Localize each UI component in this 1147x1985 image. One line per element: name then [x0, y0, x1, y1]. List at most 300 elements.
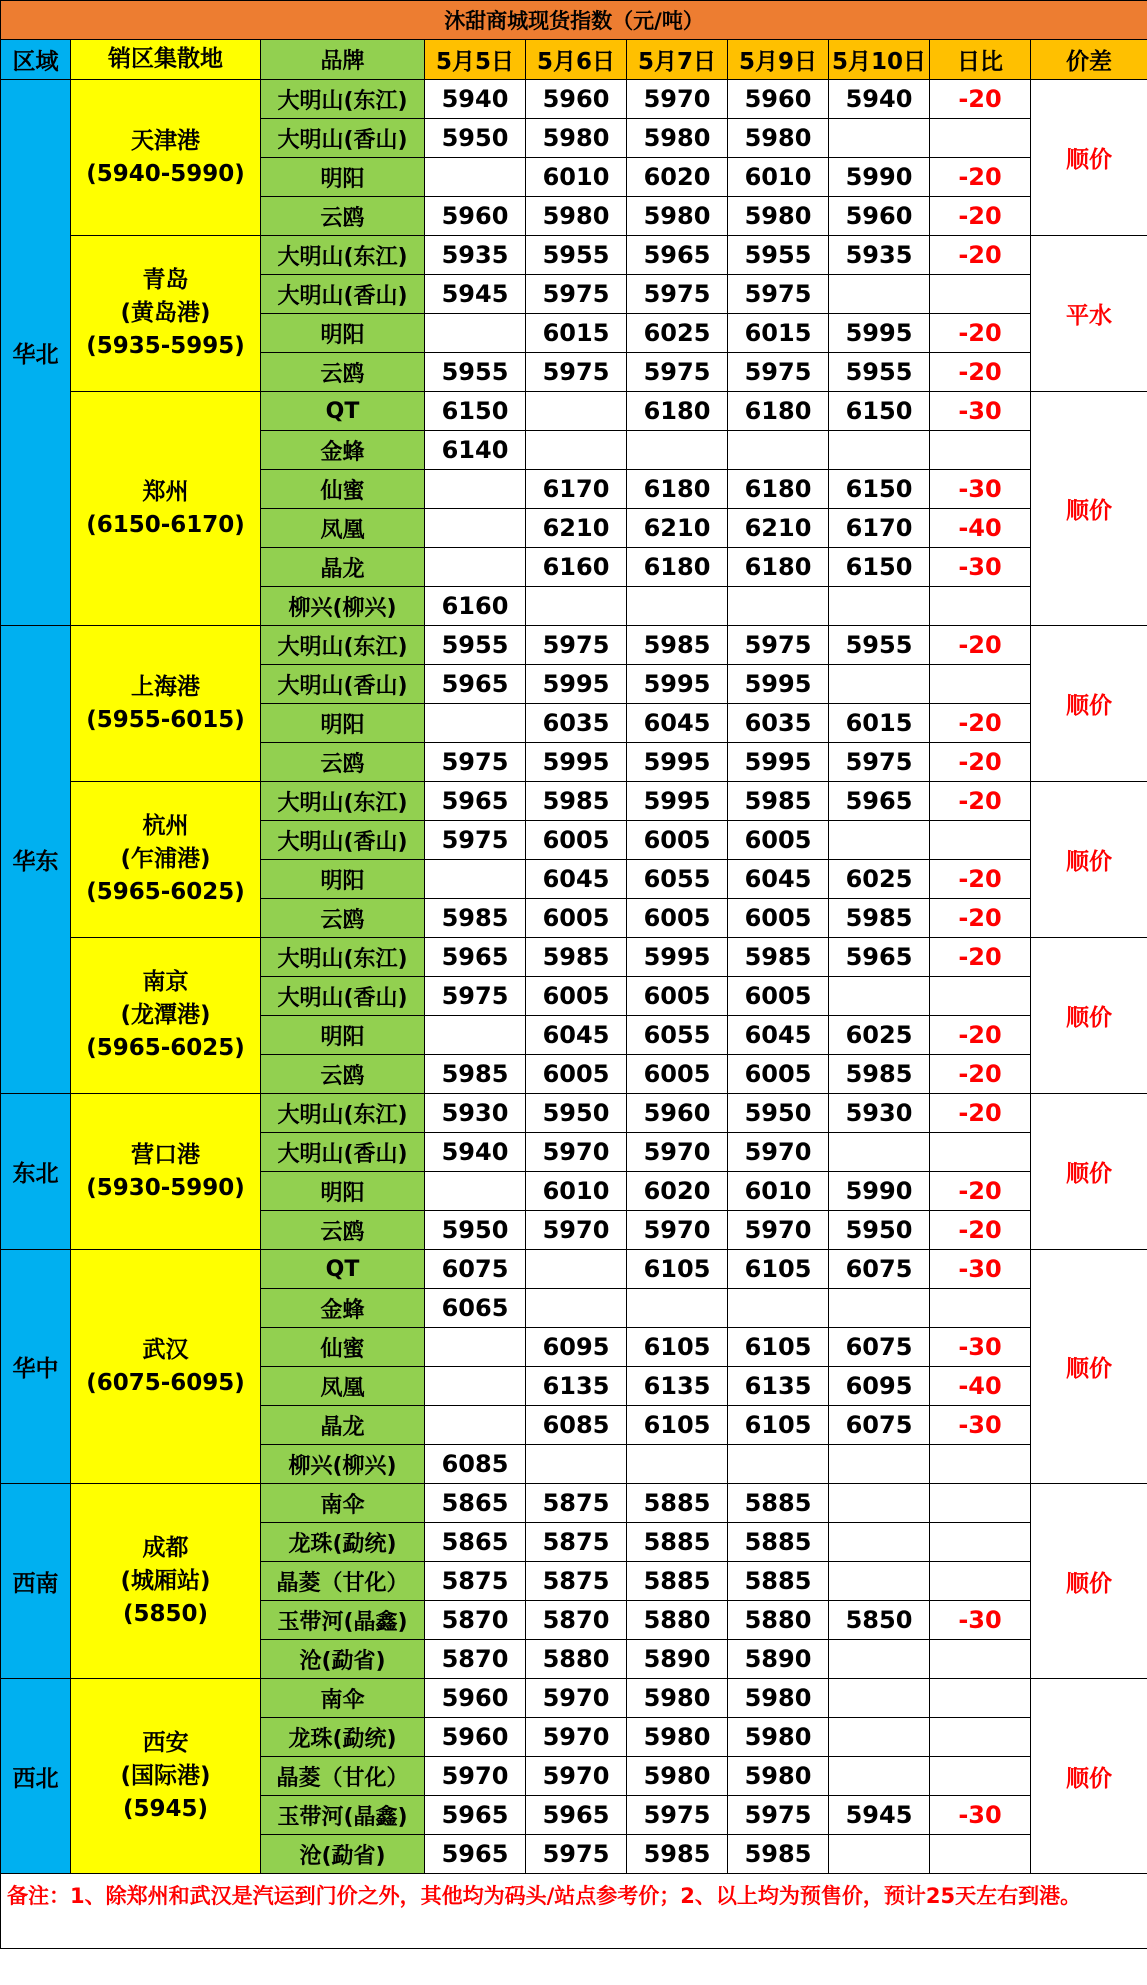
brand-cell: 明阳 [261, 158, 425, 197]
price-cell: 5980 [728, 1757, 829, 1796]
distribution-line: 成都 [142, 1534, 189, 1561]
daily-change-cell [930, 431, 1031, 470]
price-cell: 5975 [526, 275, 627, 314]
price-cell: 5985 [526, 938, 627, 977]
brand-cell: 大明山(香山) [261, 977, 425, 1016]
price-cell: 5975 [526, 626, 627, 665]
price-cell: 5975 [728, 275, 829, 314]
price-cell [728, 431, 829, 470]
daily-change-cell [930, 1562, 1031, 1601]
price-cell: 6065 [425, 1289, 526, 1328]
price-diff-cell: 顺价 [1031, 1250, 1147, 1484]
daily-change-cell [930, 1718, 1031, 1757]
brand-cell: 明阳 [261, 1172, 425, 1211]
header-date: 5月9日 [728, 40, 829, 80]
price-cell: 6085 [425, 1445, 526, 1484]
price-cell: 5975 [526, 1835, 627, 1874]
brand-cell: 明阳 [261, 314, 425, 353]
brand-cell: 龙珠(勐统) [261, 1718, 425, 1757]
table-row [1, 1250, 1147, 1289]
price-cell: 6135 [728, 1367, 829, 1406]
price-cell: 5950 [728, 1094, 829, 1133]
price-cell: 5970 [728, 1133, 829, 1172]
price-cell: 5950 [829, 1211, 930, 1250]
price-cell: 5975 [425, 743, 526, 782]
daily-change-cell [930, 1640, 1031, 1679]
price-cell: 6055 [627, 860, 728, 899]
price-cell [728, 587, 829, 626]
distribution-cell [71, 1679, 261, 1874]
price-cell: 6010 [526, 158, 627, 197]
table-body [1, 1, 1147, 1874]
distribution-line: (乍浦港) [120, 846, 211, 872]
brand-cell: 云鸥 [261, 353, 425, 392]
price-cell: 5955 [829, 626, 930, 665]
price-cell: 6005 [728, 977, 829, 1016]
price-cell: 5975 [627, 1796, 728, 1835]
distribution-line: (6150-6170) [86, 511, 245, 538]
brand-cell: 晶龙 [261, 1406, 425, 1445]
footnote: 备注：1、除郑州和武汉是汽运到门价之外，其他均为码头/站点参考价；2、以上均为预售价，预计25天左右到港。 [1, 1874, 1147, 1949]
daily-change-cell: -20 [930, 626, 1031, 665]
price-cell [425, 704, 526, 743]
daily-change-cell [930, 1484, 1031, 1523]
price-cell [627, 431, 728, 470]
brand-cell: 大明山(东江) [261, 80, 425, 119]
brand-cell: 凤凰 [261, 1367, 425, 1406]
header-date: 5月10日 [829, 40, 930, 80]
distribution-line: 郑州 [142, 478, 189, 505]
price-cell: 5960 [728, 80, 829, 119]
price-cell: 6210 [627, 509, 728, 548]
price-cell: 5870 [425, 1601, 526, 1640]
price-cell: 5975 [728, 353, 829, 392]
price-diff-cell: 顺价 [1031, 938, 1147, 1094]
table-row [1, 1484, 1147, 1523]
daily-change-cell [930, 119, 1031, 158]
brand-cell: 大明山(东江) [261, 626, 425, 665]
price-cell [627, 1289, 728, 1328]
price-cell: 5880 [728, 1601, 829, 1640]
price-cell: 5980 [728, 197, 829, 236]
price-cell: 5885 [728, 1523, 829, 1562]
price-cell: 5985 [829, 899, 930, 938]
price-cell: 6020 [627, 1172, 728, 1211]
price-cell: 5960 [526, 80, 627, 119]
price-cell: 6180 [627, 470, 728, 509]
price-cell: 6180 [728, 470, 829, 509]
price-cell: 5985 [627, 626, 728, 665]
daily-change-cell: -20 [930, 743, 1031, 782]
daily-change-cell: -20 [930, 860, 1031, 899]
price-cell: 5945 [425, 275, 526, 314]
daily-change-cell: -30 [930, 392, 1031, 431]
distribution-line: (5945) [122, 1795, 209, 1822]
price-cell: 6105 [627, 1406, 728, 1445]
distribution-line: (龙潭港) [120, 1002, 211, 1028]
price-cell: 5970 [627, 80, 728, 119]
price-cell: 5985 [728, 1835, 829, 1874]
brand-cell: 凤凰 [261, 509, 425, 548]
price-cell: 6210 [526, 509, 627, 548]
price-cell: 6105 [728, 1250, 829, 1289]
daily-change-cell: -20 [930, 1055, 1031, 1094]
price-cell: 6045 [526, 860, 627, 899]
daily-change-cell: -20 [930, 1211, 1031, 1250]
price-cell: 6020 [627, 158, 728, 197]
price-cell: 5985 [425, 899, 526, 938]
price-cell [425, 470, 526, 509]
price-cell [829, 821, 930, 860]
price-cell: 5885 [728, 1484, 829, 1523]
price-cell: 6015 [728, 314, 829, 353]
price-cell [425, 1367, 526, 1406]
price-cell: 6015 [526, 314, 627, 353]
header-price-diff: 价差 [1031, 40, 1147, 80]
price-cell [829, 275, 930, 314]
daily-change-cell [930, 587, 1031, 626]
price-cell: 5970 [526, 1133, 627, 1172]
price-cell: 5950 [526, 1094, 627, 1133]
price-diff-cell: 顺价 [1031, 1679, 1147, 1874]
daily-change-cell [930, 1679, 1031, 1718]
brand-cell: 沧(勐省) [261, 1835, 425, 1874]
brand-cell: 云鸥 [261, 197, 425, 236]
price-cell: 6150 [829, 392, 930, 431]
price-cell: 5940 [425, 1133, 526, 1172]
price-cell: 5960 [829, 197, 930, 236]
price-cell [829, 587, 930, 626]
price-cell: 5890 [627, 1640, 728, 1679]
price-diff-cell: 顺价 [1031, 782, 1147, 938]
daily-change-cell [930, 275, 1031, 314]
price-cell: 5980 [627, 1679, 728, 1718]
brand-cell: QT [261, 1250, 425, 1289]
price-cell [829, 977, 930, 1016]
price-cell: 5890 [728, 1640, 829, 1679]
price-cell: 6005 [526, 899, 627, 938]
table-row [1, 626, 1147, 665]
price-cell: 5990 [829, 1172, 930, 1211]
price-cell: 6140 [425, 431, 526, 470]
price-cell: 5865 [425, 1523, 526, 1562]
price-cell: 5975 [829, 743, 930, 782]
header-row [1, 40, 1147, 80]
price-cell: 5850 [829, 1601, 930, 1640]
distribution-line: 天津港 [131, 127, 200, 154]
brand-cell: 柳兴(柳兴) [261, 1445, 425, 1484]
price-cell: 5970 [526, 1718, 627, 1757]
price-cell: 5885 [627, 1484, 728, 1523]
price-cell: 5970 [627, 1133, 728, 1172]
brand-cell: 晶龙 [261, 548, 425, 587]
price-cell: 6045 [728, 860, 829, 899]
price-cell: 5995 [526, 665, 627, 704]
price-cell: 5870 [526, 1601, 627, 1640]
price-cell [526, 1250, 627, 1289]
price-cell: 5935 [425, 236, 526, 275]
price-cell: 6105 [728, 1328, 829, 1367]
price-cell: 5995 [829, 314, 930, 353]
price-cell: 5980 [728, 1718, 829, 1757]
price-cell [425, 860, 526, 899]
region-cell: 华东 [1, 626, 71, 1094]
price-cell [526, 1445, 627, 1484]
price-cell: 6075 [425, 1250, 526, 1289]
brand-cell: 沧(勐省) [261, 1640, 425, 1679]
table-row [1, 236, 1147, 275]
table-row [1, 782, 1147, 821]
distribution-cell [71, 392, 261, 626]
brand-cell: 大明山(东江) [261, 1094, 425, 1133]
price-cell: 6180 [627, 548, 728, 587]
price-cell: 6010 [728, 158, 829, 197]
brand-cell: 金蜂 [261, 431, 425, 470]
distribution-line: (5940-5990) [86, 160, 245, 187]
daily-change-cell: -30 [930, 1601, 1031, 1640]
price-cell [425, 1406, 526, 1445]
price-cell: 5875 [526, 1562, 627, 1601]
price-cell: 6005 [526, 1055, 627, 1094]
price-cell: 5970 [526, 1757, 627, 1796]
price-cell: 5880 [526, 1640, 627, 1679]
daily-change-cell: -20 [930, 899, 1031, 938]
price-cell: 5965 [627, 236, 728, 275]
price-cell: 5975 [425, 821, 526, 860]
price-cell: 6160 [526, 548, 627, 587]
price-cell: 5885 [728, 1562, 829, 1601]
brand-cell: 云鸥 [261, 899, 425, 938]
distribution-line: (5965-6025) [86, 1035, 245, 1061]
price-cell: 5965 [425, 938, 526, 977]
daily-change-cell [930, 1757, 1031, 1796]
distribution-line: 西安 [142, 1729, 189, 1756]
brand-cell: 大明山(香山) [261, 119, 425, 158]
price-cell: 5880 [627, 1601, 728, 1640]
distribution-cell [71, 626, 261, 782]
region-cell: 西北 [1, 1679, 71, 1874]
price-cell: 6010 [526, 1172, 627, 1211]
daily-change-cell [930, 1445, 1031, 1484]
price-cell: 6135 [627, 1367, 728, 1406]
price-cell [829, 1133, 930, 1172]
brand-cell: 大明山(香山) [261, 275, 425, 314]
price-cell: 5995 [728, 743, 829, 782]
price-cell [829, 1445, 930, 1484]
brand-cell: 仙蜜 [261, 470, 425, 509]
header-date: 5月7日 [627, 40, 728, 80]
price-cell: 5930 [829, 1094, 930, 1133]
table-row [1, 1094, 1147, 1133]
price-cell: 6025 [627, 314, 728, 353]
distribution-cell [71, 1484, 261, 1679]
price-cell: 5955 [829, 353, 930, 392]
daily-change-cell: -30 [930, 1796, 1031, 1835]
price-cell: 5875 [526, 1484, 627, 1523]
daily-change-cell: -30 [930, 1250, 1031, 1289]
price-cell: 5995 [627, 743, 728, 782]
distribution-line: (5930-5990) [86, 1174, 245, 1201]
price-cell: 5940 [829, 80, 930, 119]
price-cell [627, 1445, 728, 1484]
distribution-line: 营口港 [131, 1141, 200, 1168]
price-cell [829, 1640, 930, 1679]
price-cell: 6035 [728, 704, 829, 743]
price-cell: 5975 [728, 626, 829, 665]
price-cell: 6170 [526, 470, 627, 509]
price-cell: 6055 [627, 1016, 728, 1055]
price-cell [829, 1484, 930, 1523]
price-cell: 6005 [728, 1055, 829, 1094]
price-cell: 5995 [627, 782, 728, 821]
price-cell: 5995 [627, 938, 728, 977]
price-cell [829, 1757, 930, 1796]
price-cell: 5865 [425, 1484, 526, 1523]
header-region: 区域 [1, 40, 71, 80]
price-cell: 6025 [829, 860, 930, 899]
price-cell: 6015 [829, 704, 930, 743]
price-cell [829, 1718, 930, 1757]
price-cell: 6095 [526, 1328, 627, 1367]
price-cell: 6085 [526, 1406, 627, 1445]
price-cell: 5875 [526, 1523, 627, 1562]
brand-cell: 大明山(香山) [261, 821, 425, 860]
price-diff-cell: 顺价 [1031, 392, 1147, 626]
price-cell: 5985 [526, 782, 627, 821]
note-row [1, 1874, 1147, 1949]
price-cell: 6005 [627, 1055, 728, 1094]
price-cell: 5980 [627, 119, 728, 158]
price-cell: 5970 [627, 1211, 728, 1250]
price-cell: 6075 [829, 1406, 930, 1445]
price-cell [829, 119, 930, 158]
brand-cell: QT [261, 392, 425, 431]
distribution-line: 南京 [142, 969, 189, 995]
price-cell: 6005 [627, 899, 728, 938]
price-cell: 5960 [627, 1094, 728, 1133]
price-cell: 5980 [627, 197, 728, 236]
price-cell: 5975 [728, 1796, 829, 1835]
distribution-cell [71, 80, 261, 236]
price-cell: 5970 [728, 1211, 829, 1250]
price-cell [829, 665, 930, 704]
price-cell: 5980 [728, 119, 829, 158]
price-cell: 6005 [627, 977, 728, 1016]
price-cell: 5960 [425, 1679, 526, 1718]
price-cell: 6005 [627, 821, 728, 860]
price-cell: 5965 [829, 782, 930, 821]
region-cell: 西南 [1, 1484, 71, 1679]
price-cell: 5995 [728, 665, 829, 704]
price-cell: 5970 [425, 1757, 526, 1796]
price-cell [425, 1328, 526, 1367]
price-cell: 5960 [425, 1718, 526, 1757]
table-row [1, 80, 1147, 119]
price-cell [425, 548, 526, 587]
price-cell: 5950 [425, 119, 526, 158]
daily-change-cell [930, 977, 1031, 1016]
distribution-cell [71, 782, 261, 938]
price-cell: 5975 [627, 353, 728, 392]
price-cell: 6105 [627, 1328, 728, 1367]
price-cell: 6005 [526, 977, 627, 1016]
daily-change-cell: -20 [930, 704, 1031, 743]
distribution-line: (5965-6025) [86, 879, 245, 905]
daily-change-cell: -20 [930, 236, 1031, 275]
daily-change-cell: -20 [930, 314, 1031, 353]
price-cell: 6045 [627, 704, 728, 743]
price-cell: 5975 [627, 275, 728, 314]
distribution-line: (5955-6015) [86, 706, 245, 733]
price-cell [526, 587, 627, 626]
price-cell: 6005 [526, 821, 627, 860]
price-cell: 5985 [627, 1835, 728, 1874]
price-cell [829, 1679, 930, 1718]
price-cell: 5980 [526, 197, 627, 236]
brand-cell: 云鸥 [261, 1211, 425, 1250]
price-cell: 6005 [728, 899, 829, 938]
price-cell [829, 1562, 930, 1601]
price-cell: 5940 [425, 80, 526, 119]
price-diff-cell: 顺价 [1031, 626, 1147, 782]
price-cell: 5965 [425, 665, 526, 704]
daily-change-cell: -40 [930, 1367, 1031, 1406]
price-cell: 5985 [829, 1055, 930, 1094]
distribution-line: 上海港 [131, 673, 200, 700]
price-cell: 6010 [728, 1172, 829, 1211]
daily-change-cell [930, 665, 1031, 704]
brand-cell: 明阳 [261, 860, 425, 899]
brand-cell: 南伞 [261, 1484, 425, 1523]
price-cell: 5965 [425, 1796, 526, 1835]
price-cell: 6210 [728, 509, 829, 548]
price-cell: 6150 [829, 548, 930, 587]
daily-change-cell [930, 1523, 1031, 1562]
brand-cell: 明阳 [261, 704, 425, 743]
price-cell: 5955 [526, 236, 627, 275]
price-cell: 5935 [829, 236, 930, 275]
price-cell: 5980 [728, 1679, 829, 1718]
region-cell: 东北 [1, 1094, 71, 1250]
price-cell [425, 158, 526, 197]
brand-cell: 云鸥 [261, 1055, 425, 1094]
header-date: 5月6日 [526, 40, 627, 80]
distribution-line: (国际港) [120, 1762, 211, 1789]
brand-cell: 南伞 [261, 1679, 425, 1718]
price-cell: 5995 [627, 665, 728, 704]
price-cell: 6150 [829, 470, 930, 509]
brand-cell: 大明山(东江) [261, 938, 425, 977]
price-cell: 6045 [728, 1016, 829, 1055]
price-cell: 5955 [728, 236, 829, 275]
price-cell: 6180 [728, 548, 829, 587]
price-cell: 5945 [829, 1796, 930, 1835]
price-cell: 6075 [829, 1250, 930, 1289]
price-cell: 5985 [425, 1055, 526, 1094]
price-cell: 5965 [526, 1796, 627, 1835]
price-cell [728, 1289, 829, 1328]
price-cell: 5870 [425, 1640, 526, 1679]
brand-cell: 大明山(香山) [261, 665, 425, 704]
price-cell [829, 1289, 930, 1328]
price-cell [829, 1835, 930, 1874]
brand-cell: 大明山(香山) [261, 1133, 425, 1172]
daily-change-cell: -20 [930, 782, 1031, 821]
price-cell [829, 431, 930, 470]
price-cell: 6180 [627, 392, 728, 431]
price-cell: 6170 [829, 509, 930, 548]
price-cell: 5875 [425, 1562, 526, 1601]
